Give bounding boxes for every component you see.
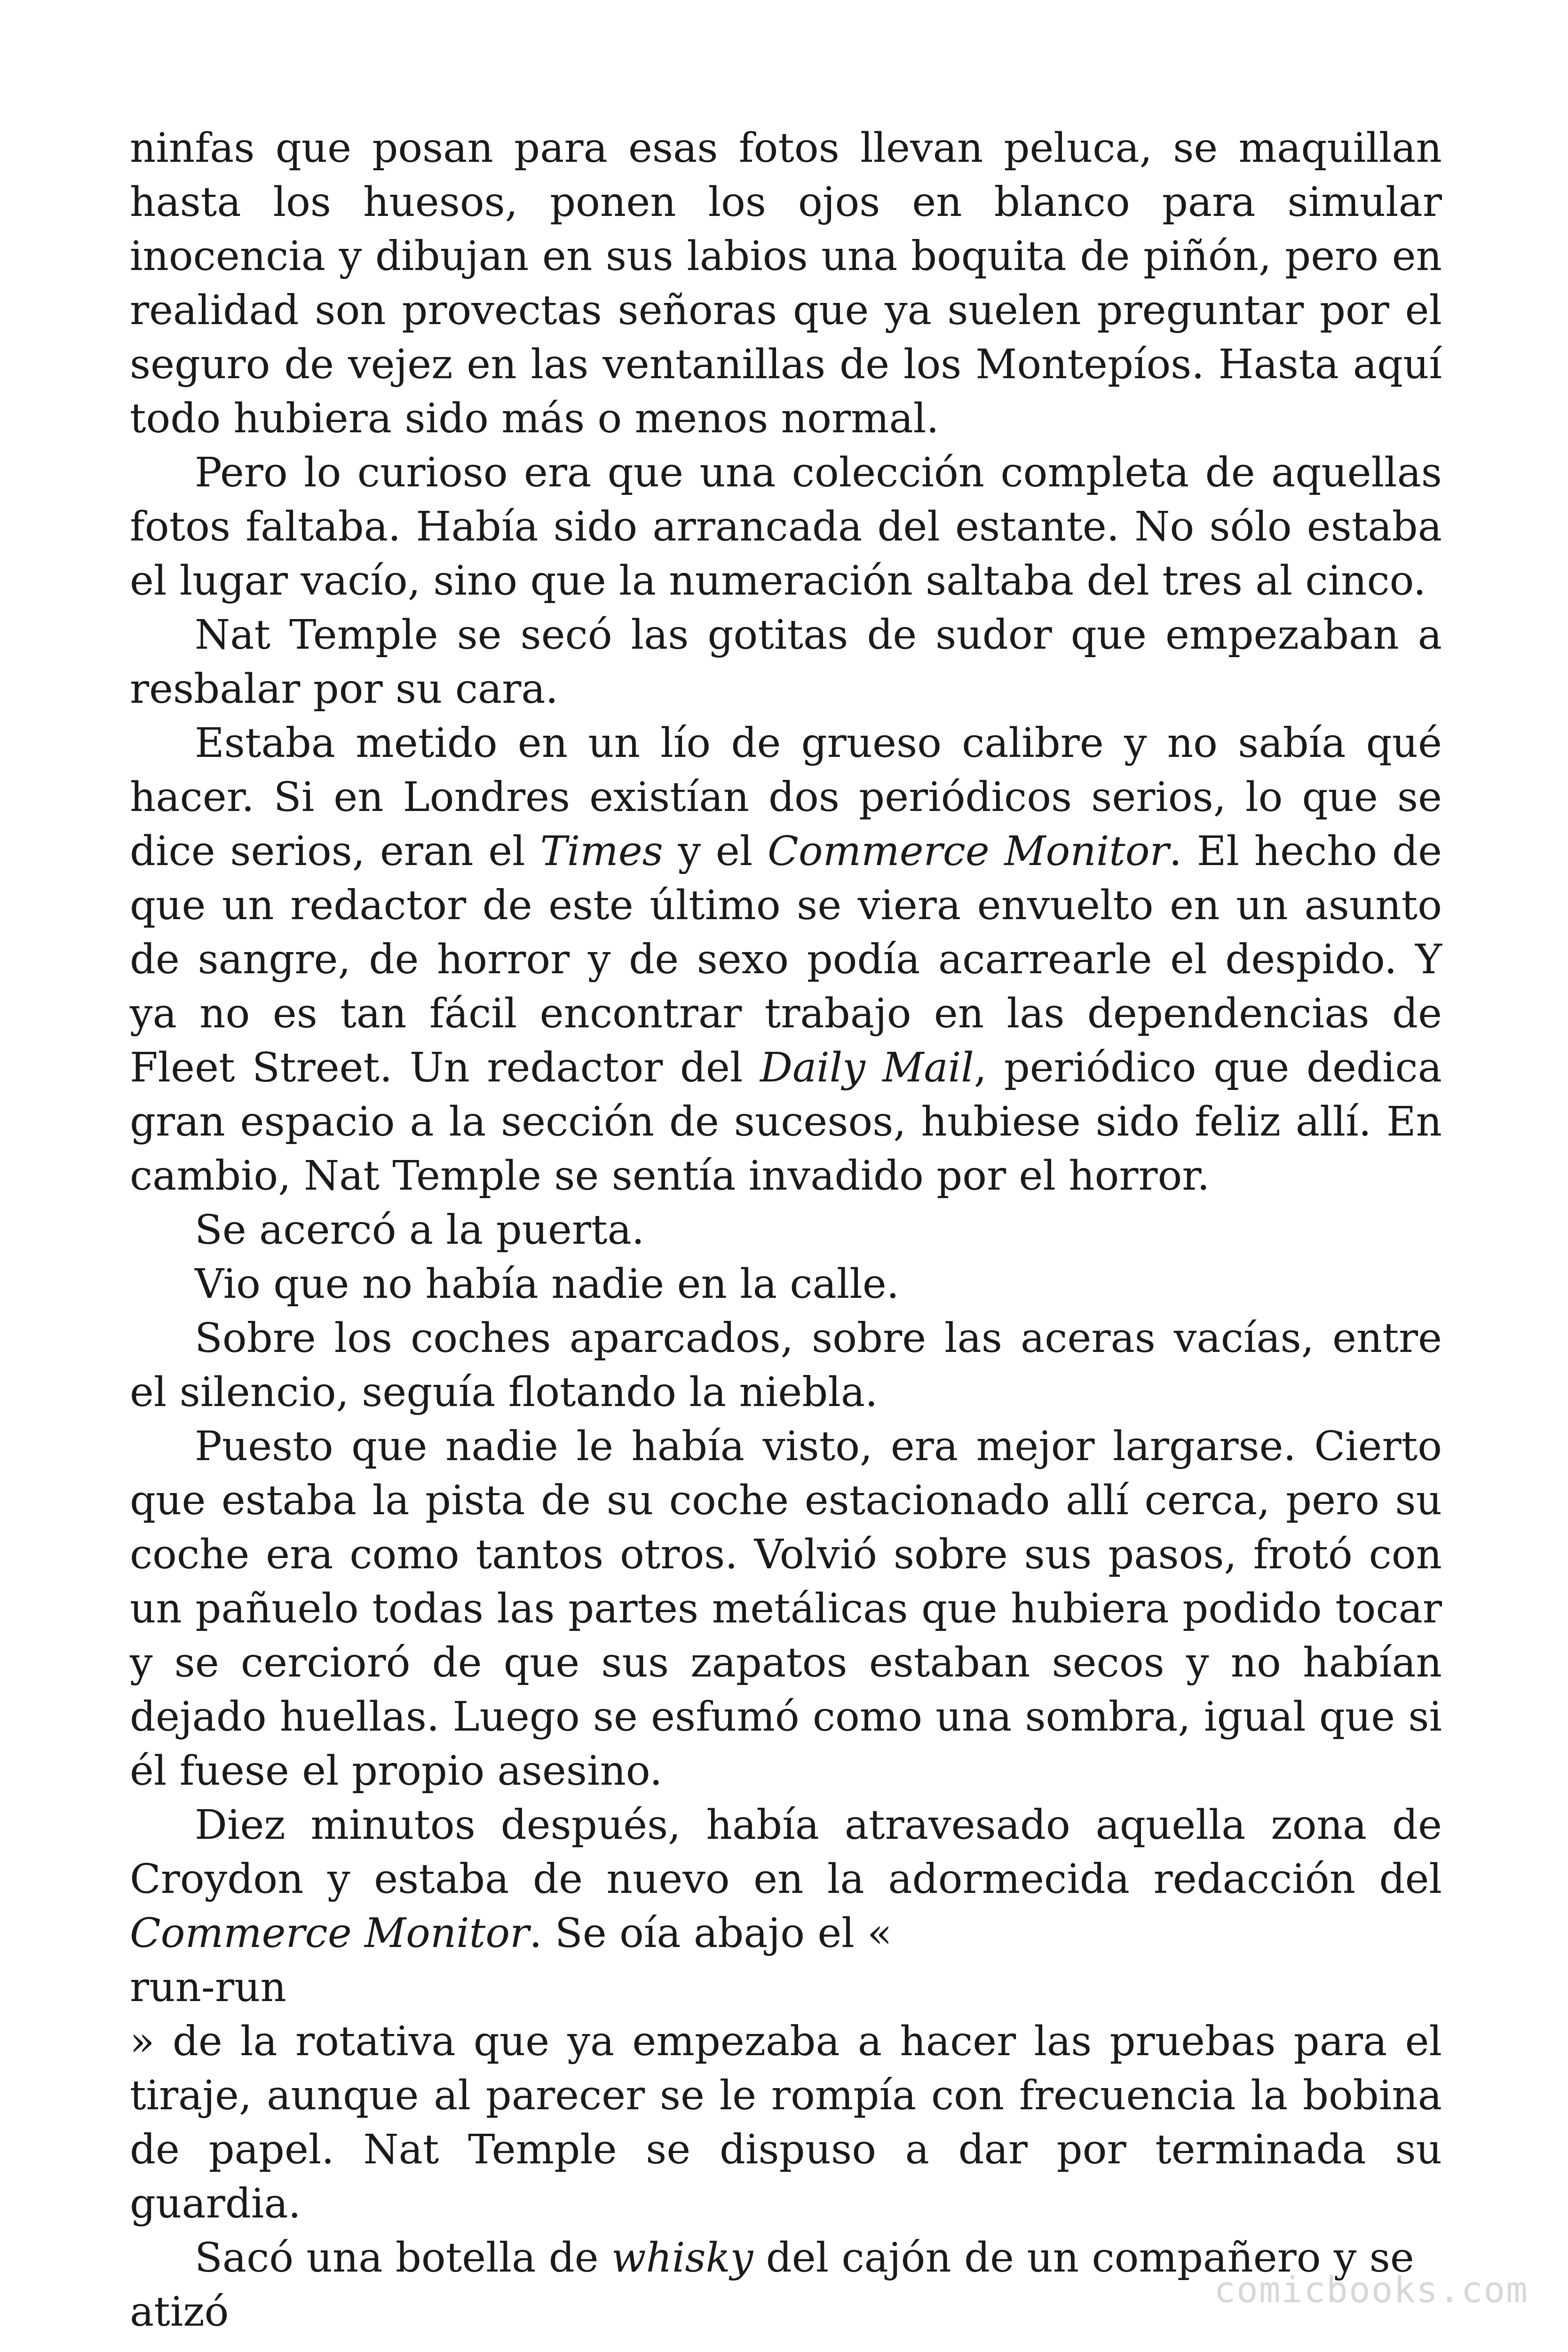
paragraph-text: del cajón de un compañero y se atizó (130, 2234, 1414, 2336)
paragraph-text: y el (663, 828, 768, 875)
paragraph-4 (130, 716, 1442, 1203)
newspaper-title: Daily Mail (760, 1044, 974, 1091)
paragraph-text: Nat Temple se secó las gotitas de sudor que empezaban a resbalar por su cara. (130, 612, 1442, 713)
book-page (130, 121, 1442, 2339)
paragraph-1 (130, 121, 1442, 446)
paragraph-2 (130, 446, 1442, 608)
newspaper-title: Times (540, 828, 663, 875)
paragraph-text: run-run (130, 1964, 286, 2011)
paragraph-11 (130, 2015, 1442, 2231)
newspaper-title: Commerce Monitor (768, 828, 1169, 875)
paragraph-text: Vio que no había nadie en la calle. (195, 1261, 900, 1308)
paragraph-6 (130, 1257, 1442, 1311)
paragraph-text: . El hecho de que un redactor de este último se viera envuelto en un asunto de sangre, de horror y de sexo podía acarrearle el despido. Y ya no es tan fácil encontrar trabajo en las dependencias de Fleet Street. Un redactor del (130, 828, 1442, 1091)
paragraph-text: Sobre los coches aparcados, sobre las aceras vacías, entre el silencio, seguía flotando la niebla. (130, 1315, 1442, 1416)
paragraph-8 (130, 1420, 1442, 1798)
paragraph-text: . Se oía abajo el « (529, 1910, 892, 1957)
paragraph-text: ninfas que posan para esas fotos llevan peluca, se maquillan hasta los huesos, ponen los ojos en blanco para simular inocencia y dibujan en sus labios una boquita de piñón, pero en realidad son provectas señoras que ya suelen preguntar por el seguro de vejez en las ventanillas de los Montepíos. Hasta aquí todo hubiera sido más o menos normal. (130, 125, 1442, 442)
paragraph-text: Se acercó a la puerta. (195, 1207, 645, 1254)
emphasized-word: whisky (611, 2234, 753, 2281)
paragraph-text: » de la rotativa que ya empezaba a hacer las pruebas para el tiraje, aunque al parecer se le rompía con frecuencia la bobina de papel. Nat Temple se dispuso a dar por terminada su guardia. (130, 2018, 1442, 2227)
paragraph-text: Sacó una botella de (195, 2234, 612, 2281)
paragraph-9 (130, 1798, 1442, 1961)
paragraph-text: Pero lo curioso era que una colección completa de aquellas fotos faltaba. Había sido arrancada del estante. No sólo estaba el lugar vacío, sino que la numeración saltaba del tres al cinco. (130, 449, 1442, 604)
paragraph-text: , periódico que dedica gran espacio a la sección de sucesos, hubiese sido feliz allí. En cambio, Nat Temple se sentía invadido por el horror. (130, 1044, 1442, 1200)
paragraph-3 (130, 608, 1442, 716)
paragraph-5 (130, 1203, 1442, 1257)
paragraph-text: Puesto que nadie le había visto, era mejor largarse. Cierto que estaba la pista de su coche estacionado allí cerca, pero su coche era como tantos otros. Volvió sobre sus pasos, frotó con un pañuelo todas las partes metálicas que hubiera podido tocar y se cercioró de que sus zapatos estaban secos y no habían dejado huellas. Luego se esfumó como una sombra, igual que si él fuese el propio asesino. (130, 1423, 1442, 1795)
paragraph-text: Diez minutos después, había atravesado aquella zona de Croydon y estaba de nuevo en la adormecida redacción del (130, 1802, 1442, 1903)
newspaper-title: Commerce Monitor (130, 1910, 530, 1957)
paragraph-7 (130, 1311, 1442, 1420)
watermark: comicbooks.com (1214, 2269, 1528, 2311)
paragraph-text: Estaba metido en un lío de grueso calibre y no sabía qué hacer. Si en Londres existían dos periódicos serios, lo que se dice serios, eran el (130, 720, 1442, 875)
paragraph-10 (130, 1961, 1442, 2015)
